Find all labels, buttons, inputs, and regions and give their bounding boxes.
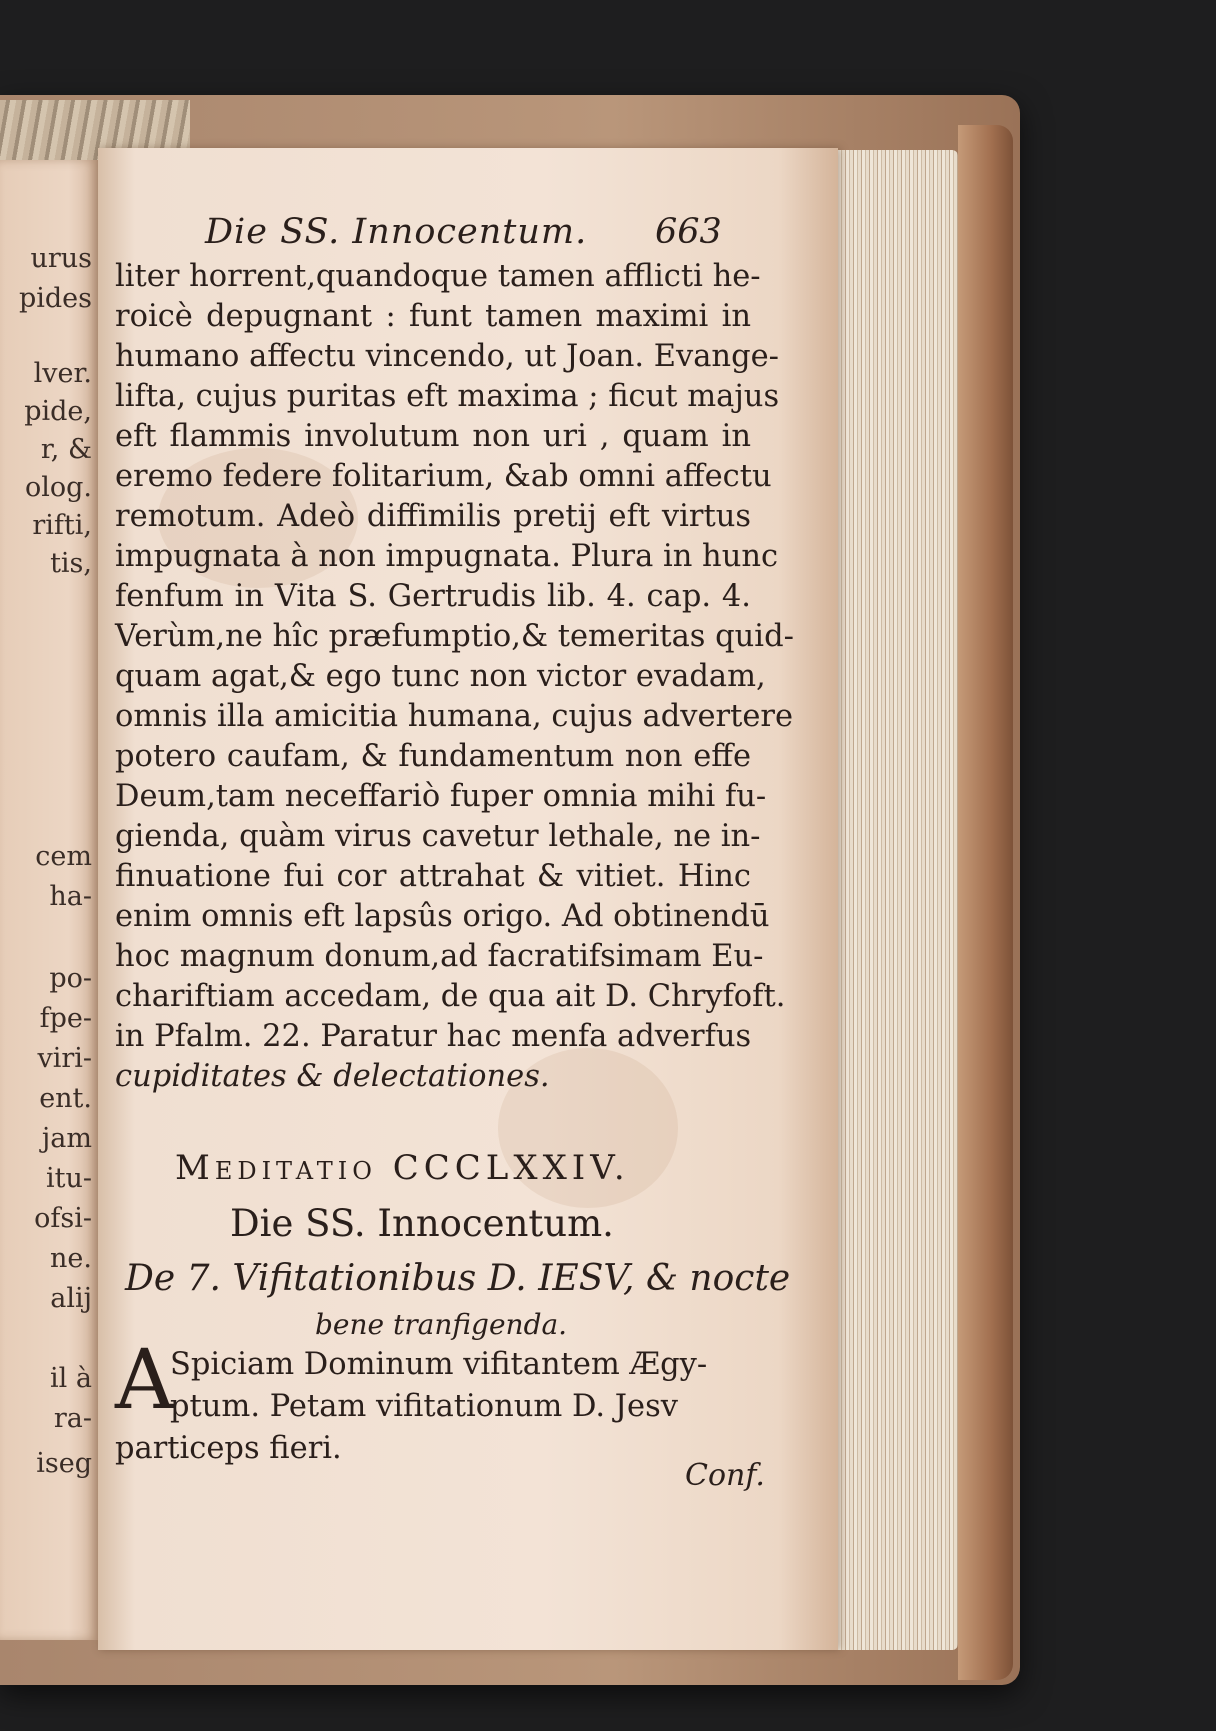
left-fragment: urus [30, 243, 92, 274]
body-line: Verùm,ne hîc præfumptio,& temeritas quid- [115, 619, 794, 654]
paragraph-line: particeps fieri. [115, 1431, 342, 1466]
left-fragment: ent. [39, 1083, 92, 1114]
body-line: liter horrent,quandoque tamen afflicti he- [115, 259, 761, 294]
body-line: gienda, quàm virus cavetur lethale, ne in- [115, 819, 761, 854]
body-line: potero caufam, & fundamentum non effe [115, 739, 751, 774]
left-fragment: viri- [37, 1043, 92, 1074]
body-line: eremo federe folitarium, &ab omni affectu [115, 459, 772, 494]
body-line: Deum,tam neceffariò fuper omnia mihi fu- [115, 779, 767, 814]
left-fragment: ofsi- [34, 1203, 92, 1234]
drop-cap: A [115, 1333, 175, 1428]
paragraph-line: ptum. Petam vifitationum D. Jesv [170, 1389, 678, 1424]
left-fragment: itu- [46, 1163, 92, 1194]
body-line: remotum. Adeò diffimilis pretij eft virtus [115, 499, 751, 534]
left-fragment: pides [18, 283, 92, 314]
cover-edge [958, 125, 1013, 1680]
page-text [115, 200, 794, 1620]
left-fragment: jam [41, 1123, 92, 1154]
catchword: Conf. [685, 1458, 765, 1493]
left-fragment: ra- [53, 1403, 92, 1434]
body-line: impugnata à non impugnata. Plura in hunc [115, 539, 779, 574]
page-number: 663 [655, 212, 722, 252]
topic-title-continued: bene tranfigenda. [315, 1308, 568, 1341]
left-fragment: tis, [50, 548, 92, 579]
body-line: roicè depugnant : funt tamen maximi in [115, 299, 751, 334]
body-line: eft flammis involutum non uri , quam in [115, 419, 751, 454]
left-page [0, 160, 98, 1640]
left-fragment: fpe- [39, 1003, 92, 1034]
meditation-heading: Meditatio CCCLXXIV. [175, 1148, 630, 1188]
body-line: quam agat,& ego tunc non victor evadam, [115, 659, 766, 694]
page-fore-edge [838, 150, 958, 1650]
section-subtitle: Die SS. Innocentum. [230, 1202, 614, 1245]
running-head: Die SS. Innocentum. [205, 212, 588, 252]
body-line: chariftiam accedam, de qua ait D. Chryfoft. [115, 979, 786, 1014]
body-line: fenfum in Vita S. Gertrudis lib. 4. cap. 4. [115, 579, 751, 614]
left-fragment: r, & [40, 434, 92, 465]
left-fragment: alij [50, 1283, 92, 1314]
left-fragment: ne. [50, 1243, 92, 1274]
left-fragment: il à [50, 1363, 92, 1394]
body-line: lifta, cujus puritas eft maxima ; ficut majus [115, 379, 780, 414]
body-line: finuatione fui cor attrahat & vitiet. Hinc [115, 859, 751, 894]
body-line: enim omnis eft lapsûs origo. Ad obtinendū [115, 899, 770, 934]
left-fragment: lver. [33, 358, 92, 389]
body-line: humano affectu vincendo, ut Joan. Evange- [115, 339, 779, 374]
body-line: in Pfalm. 22. Paratur hac menfa adverfus [115, 1019, 752, 1054]
left-fragment: cem [35, 841, 92, 872]
left-fragment: ha- [49, 881, 92, 912]
body-line: omnis illa amicitia humana, cujus advertere [115, 699, 794, 734]
paragraph-line: Spiciam Dominum vifitantem Ægy- [170, 1347, 708, 1382]
left-fragment: rifti, [32, 510, 92, 541]
left-fragment: olog. [24, 472, 92, 503]
left-fragment: iseg [36, 1448, 92, 1479]
body-line: hoc magnum donum,ad facratifsimam Eu- [115, 939, 764, 974]
left-fragment: pide, [24, 396, 92, 427]
left-fragment: po- [49, 963, 92, 994]
topic-title: De 7. Vifitationibus D. IESV, & nocte [125, 1258, 791, 1299]
body-line: cupiditates & delectationes. [115, 1059, 550, 1094]
